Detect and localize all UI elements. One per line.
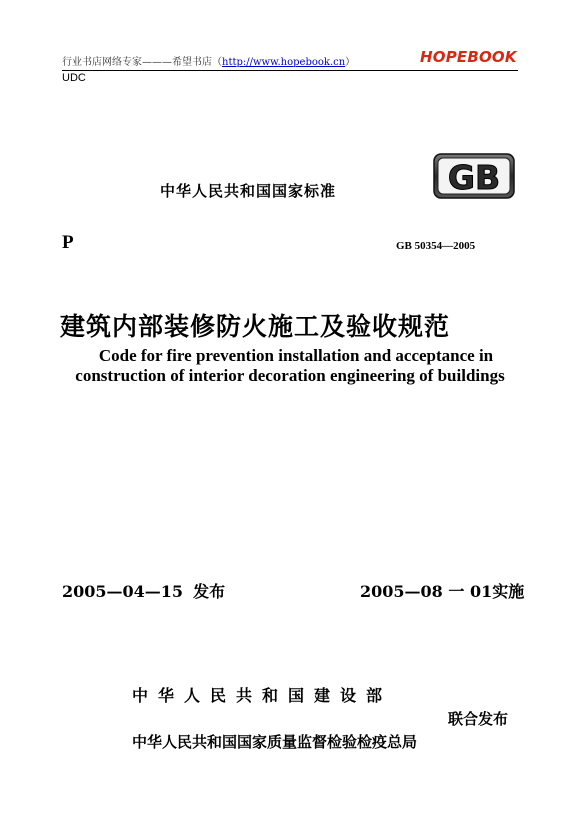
implement-date: 2005—08 一 01 xyxy=(360,582,493,601)
publisher-aqsiq: 中华人民共和国国家质量监督检验检疫总局 xyxy=(132,733,418,751)
header-link[interactable]: http://www.hopebook.cn xyxy=(222,57,346,68)
joint-release-label: 联合发布 xyxy=(448,710,509,728)
udc-label: UDC xyxy=(62,72,86,84)
header-text xyxy=(62,53,355,68)
national-standard-label: 中华人民共和国国家标准 xyxy=(160,182,337,200)
gb-logo-text: GB xyxy=(447,158,501,197)
header-divider xyxy=(62,70,518,71)
publisher-ministry: 中华人民共和国建设部 xyxy=(132,686,393,705)
implement-label: 实施 xyxy=(492,582,525,601)
implement-info xyxy=(360,579,524,602)
classification-code: P xyxy=(62,232,74,253)
header-prefix: 行业书店网络专家———希望书店（ xyxy=(62,57,222,68)
release-label: 发布 xyxy=(193,582,226,601)
title-chinese: 建筑内部装修防火施工及验收规范 xyxy=(60,312,451,341)
hopebook-logo: HOPEBOOK xyxy=(420,48,517,66)
header-suffix: ） xyxy=(345,57,356,68)
release-date: 2005—04—15 xyxy=(62,582,184,601)
standard-number: GB 50354—2005 xyxy=(396,240,476,252)
release-info xyxy=(62,579,225,602)
title-english-line2: construction of interior decoration engineering of buildings xyxy=(75,366,505,385)
title-english-line1: Code for fire prevention installation and acceptance in xyxy=(98,346,494,365)
gb-logo-icon xyxy=(433,153,515,199)
